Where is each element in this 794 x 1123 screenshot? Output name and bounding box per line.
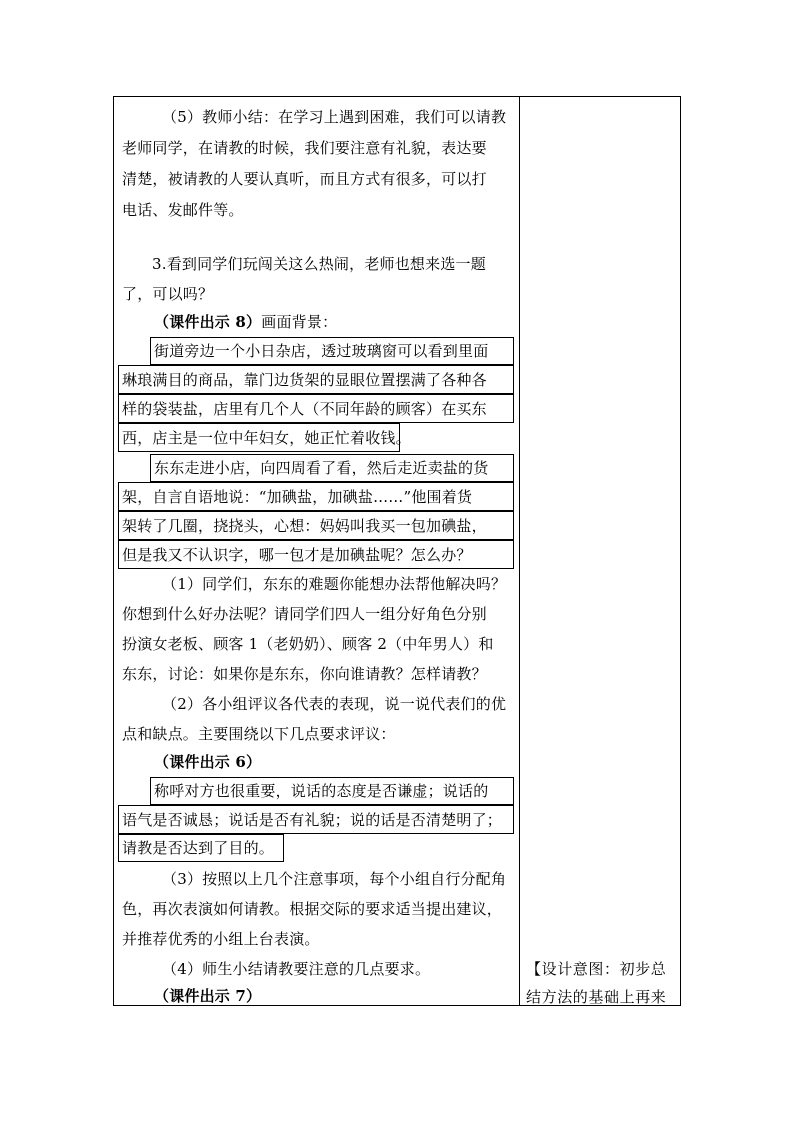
text-line: 电话、发邮件等。: [122, 201, 244, 219]
text-line: 架转了几圈，挠挠头，心想：妈妈叫我买一包加碘盐，: [122, 517, 487, 535]
text-line: 色，再次表演如何请教。根据交际的要求适当提出建议，: [122, 900, 503, 918]
text-line: 了，可以吗？: [122, 285, 214, 303]
text-line: 东东走进小店，向四周看了看，然后走近卖盐的货: [154, 459, 489, 477]
text-line: （3）按照以上几个注意事项，每个小组自行分配角: [162, 870, 507, 888]
text-line: 清楚，被请教的人要认真听，而且方式有很多，可以打: [122, 170, 487, 188]
text-line: 琳琅满目的商品，靠门边货架的显眼位置摆满了各种各: [122, 371, 487, 389]
courseware-label: （课件出示 7）: [154, 987, 262, 1005]
text-line: 你想到什么好办法呢？请同学们四人一组分好角色分别: [122, 605, 487, 623]
design-intent-line: 结方法的基础上再来: [526, 988, 667, 1006]
text-line: 样的袋装盐，店里有几个人（不同年龄的顾客）在买东: [122, 400, 487, 418]
courseware-label: [154, 312, 337, 332]
text-line: （2）各小组评议各代表的表现，说一说代表们的优: [162, 695, 507, 713]
text-line: 东东，讨论：如果你是东东，你向谁请教？怎样请教？: [122, 665, 487, 683]
label-tail: 画面背景：: [261, 313, 338, 331]
text-line: 3.看到同学们玩闯关这么热闹，老师也想来选一题: [152, 255, 486, 273]
text-line: 称呼对方也很重要，说话的态度是否谦虚；说话的: [154, 782, 489, 800]
text-line: 老师同学，在请教的时候，我们要注意有礼貌，表达要: [122, 139, 487, 157]
text-line: （1）同学们，东东的难题你能想办法帮他解决吗？: [162, 575, 507, 593]
text-line: 并推荐优秀的小组上台表演。: [122, 930, 320, 948]
design-intent-line: 【设计意图：初步总: [526, 960, 667, 978]
text-line: 但是我又不认识字，哪一包才是加碘盐呢？怎么办？: [122, 546, 472, 564]
text-line: 架，自言自语地说：“加碘盐，加碘盐……”他围着货: [122, 488, 473, 506]
column-divider: [519, 97, 520, 1005]
text-line: 请教是否达到了目的。: [122, 839, 275, 857]
text-line: 扮演女老板、顾客 1（老奶奶）、顾客 2（中年男人）和: [122, 635, 494, 653]
text-line: 点和缺点。主要围绕以下几点要求评议：: [122, 725, 396, 743]
text-line: （5）教师小结：在学习上遇到困难，我们可以请教: [162, 108, 507, 126]
text-line: 语气是否诚恳；说话是否有礼貌；说的话是否清楚明了；: [122, 811, 503, 829]
text-line: 街道旁边一个小日杂店，透过玻璃窗可以看到里面: [154, 342, 489, 360]
lesson-table: [113, 96, 681, 1006]
courseware-label: （课件出示 6）: [154, 753, 262, 771]
label-bold: （课件出示 8）: [154, 313, 262, 331]
text-line: 西，店主是一位中年妇女，她正忙着收钱。: [122, 429, 411, 447]
text-line: （4）师生小结请教要注意的几点要求。: [162, 960, 431, 978]
